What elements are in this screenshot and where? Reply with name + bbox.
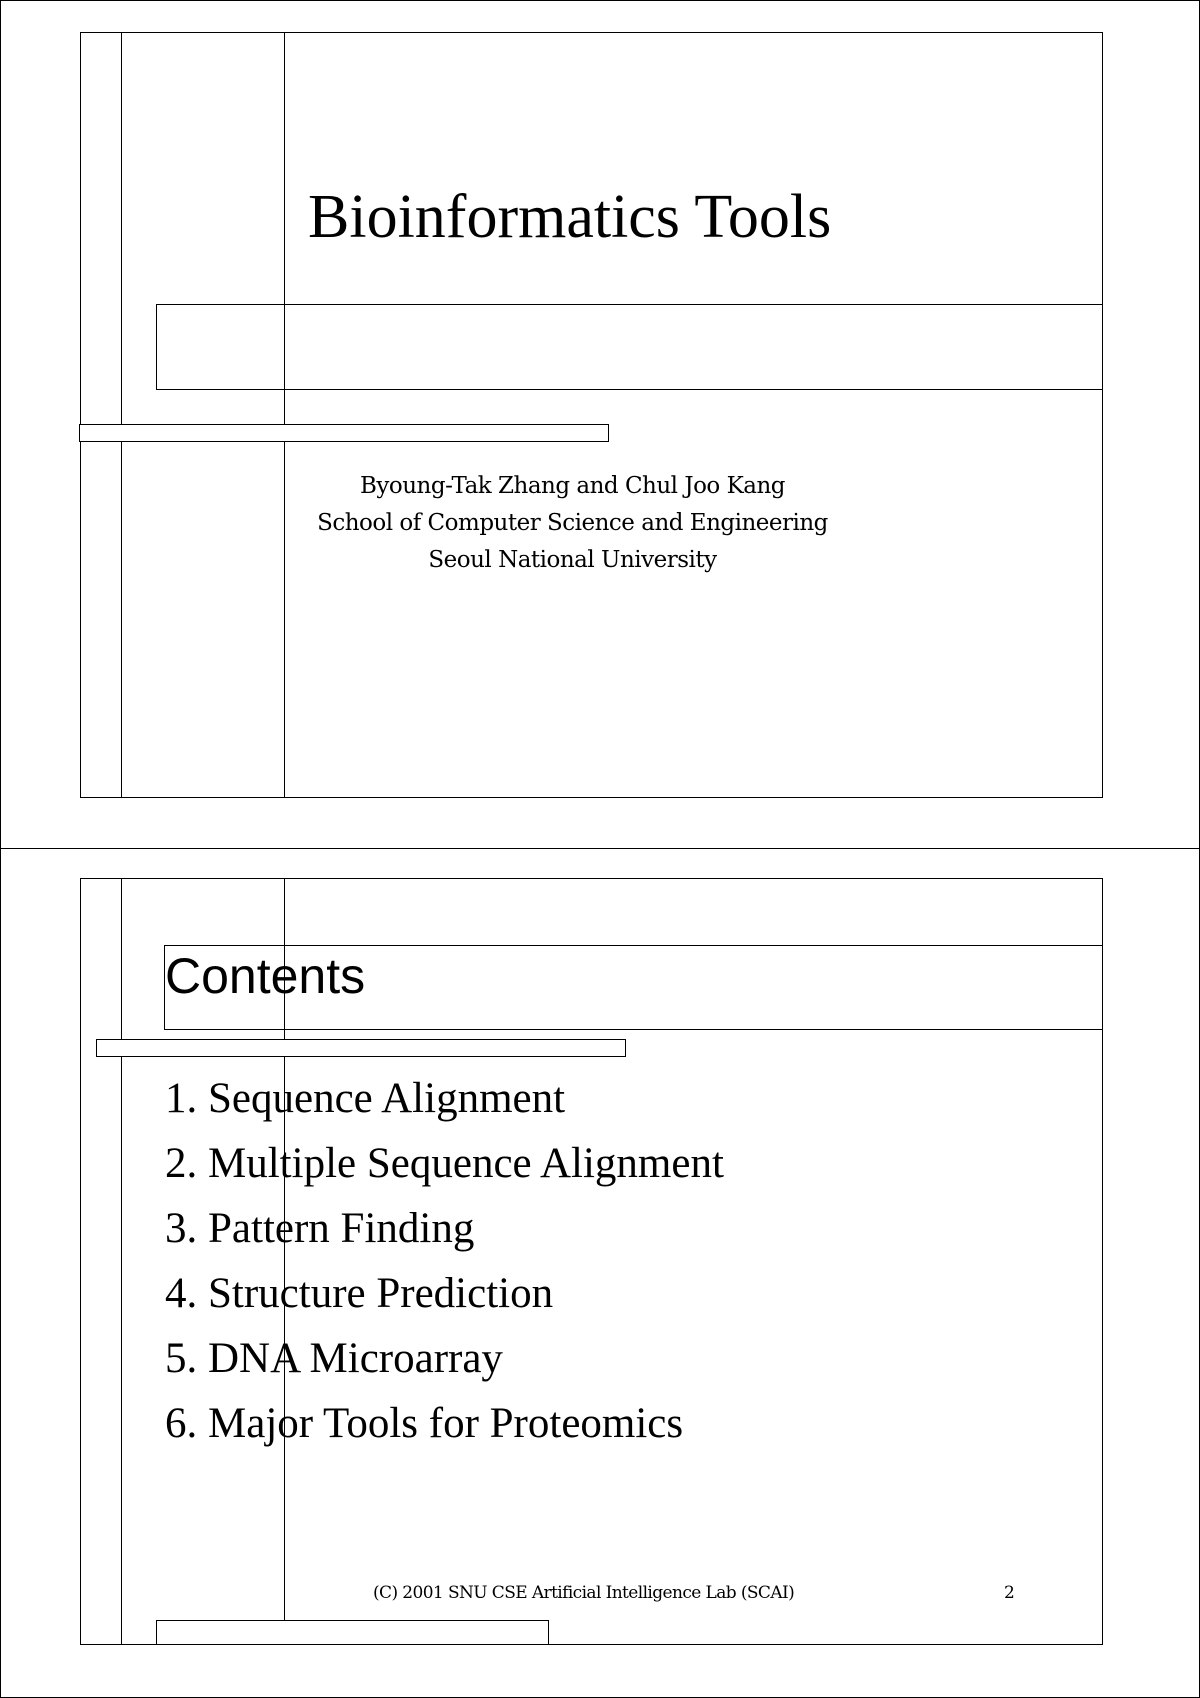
- slide1-left-rule: [121, 32, 122, 798]
- department: School of Computer Science and Engineering: [317, 510, 828, 536]
- authors: Byoung-Tak Zhang and Chul Joo Kang: [359, 473, 786, 499]
- contents-title: Contents: [165, 948, 366, 1004]
- list-item: 6. Major Tools for Proteomics: [165, 1400, 684, 1447]
- slide1-accent-bar: [79, 424, 609, 442]
- author-block: [290, 468, 855, 579]
- slide1-column-rule: [284, 32, 285, 798]
- university: Seoul National University: [428, 547, 717, 573]
- slide-footer: (C) 2001 SNU CSE Artificial Intelligence Lab (SCAI): [373, 1583, 795, 1603]
- slide2-bottom-bar: [156, 1620, 549, 1645]
- list-item: 3. Pattern Finding: [165, 1205, 475, 1252]
- slide1-title-bar: [156, 304, 1103, 390]
- slide2-left-rule: [121, 878, 122, 1645]
- slide1-column-bottom: [121, 797, 285, 798]
- slide-divider: [0, 848, 1200, 849]
- slide1-title: Bioinformatics Tools: [308, 183, 832, 251]
- list-item: 2. Multiple Sequence Alignment: [165, 1140, 724, 1187]
- slide1-frame: [80, 32, 1103, 798]
- list-item: 1. Sequence Alignment: [165, 1075, 566, 1122]
- list-item: 4. Structure Prediction: [165, 1270, 554, 1317]
- page-number: 2: [1004, 1583, 1015, 1603]
- contents-list: [165, 1066, 724, 1456]
- list-item: 5. DNA Microarray: [165, 1335, 503, 1382]
- slide2-accent-bar: [96, 1039, 626, 1057]
